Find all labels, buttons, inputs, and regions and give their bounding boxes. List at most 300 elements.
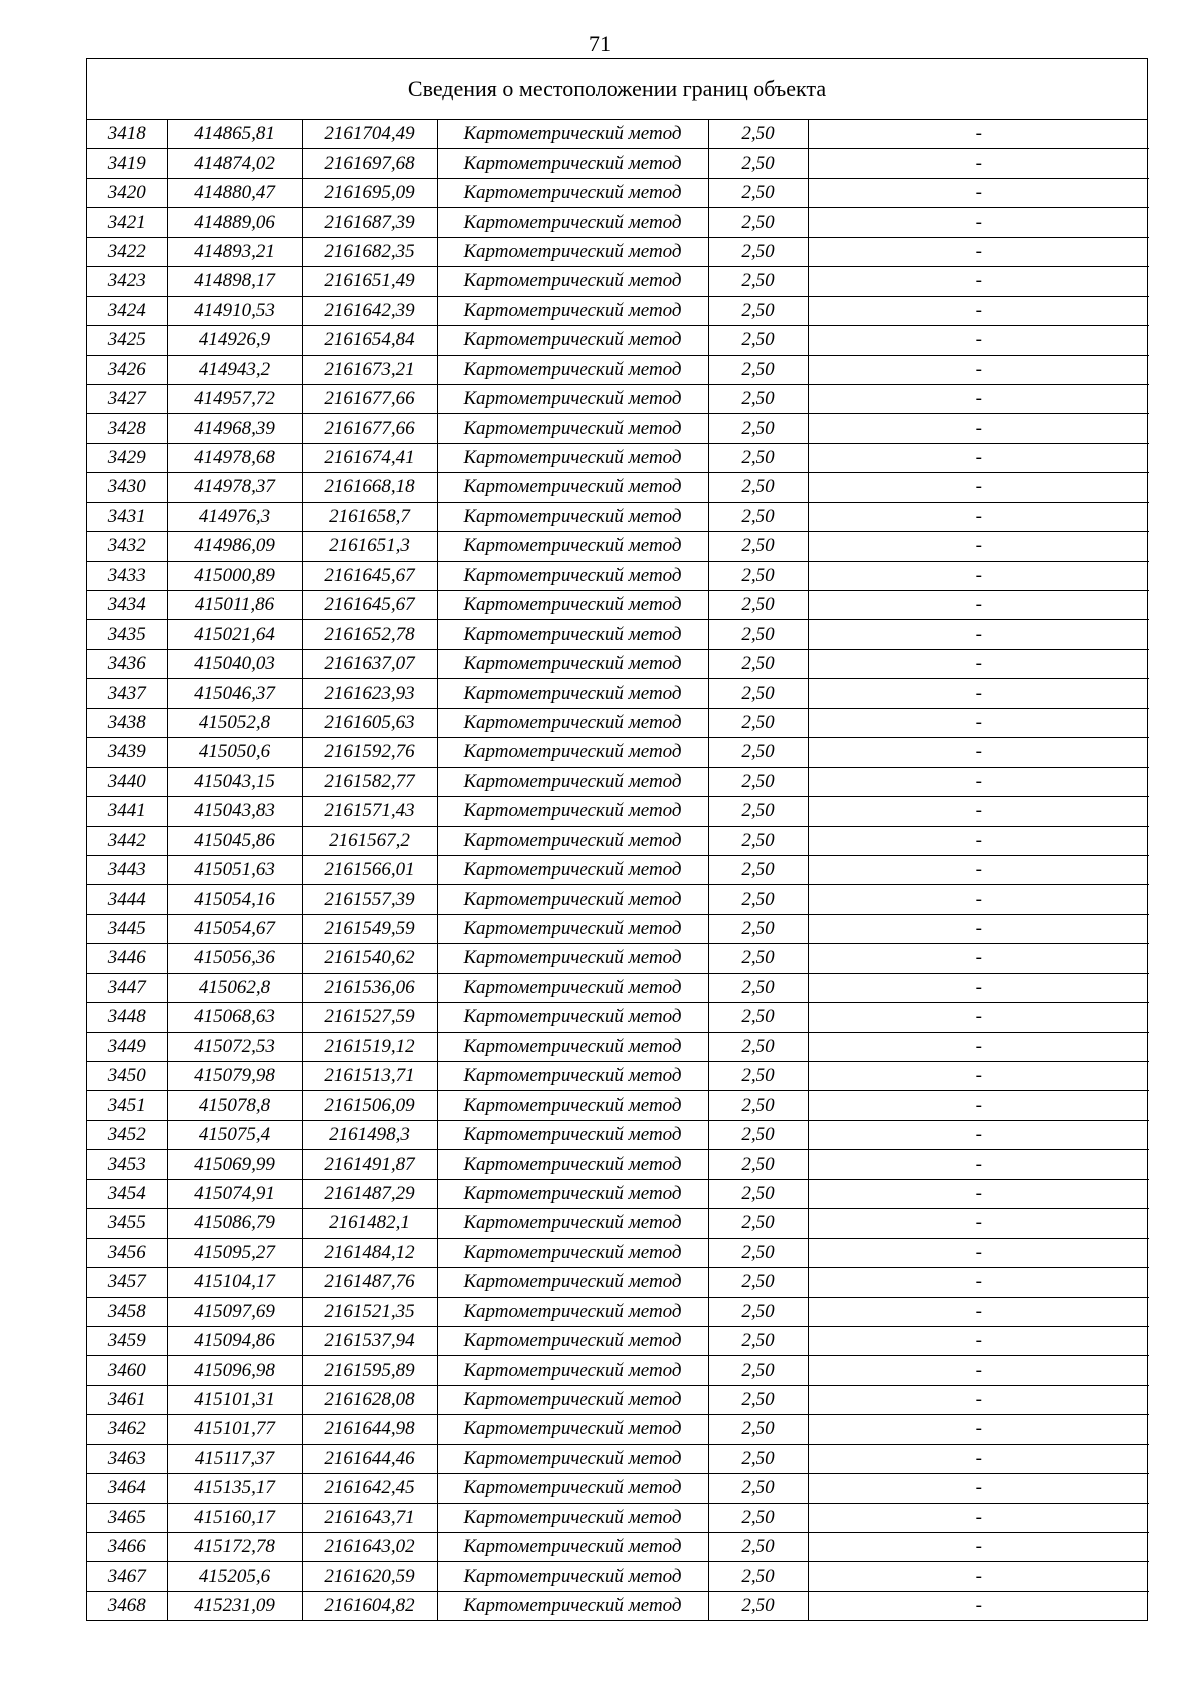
accuracy-cell: 2,50 (708, 1562, 808, 1591)
point-number-cell: 3461 (87, 1385, 167, 1414)
point-number-cell: 3429 (87, 443, 167, 472)
y-coordinate-cell: 2161651,49 (302, 267, 437, 296)
accuracy-cell: 2,50 (708, 973, 808, 1002)
accuracy-cell: 2,50 (708, 1062, 808, 1091)
y-coordinate-cell: 2161557,39 (302, 885, 437, 914)
point-number-cell: 3439 (87, 738, 167, 767)
method-cell: Картометрический метод (437, 443, 708, 472)
accuracy-cell: 2,50 (708, 944, 808, 973)
point-number-cell: 3430 (87, 473, 167, 502)
point-number-cell: 3435 (87, 620, 167, 649)
method-cell: Картометрический метод (437, 355, 708, 384)
point-number-cell: 3467 (87, 1562, 167, 1591)
description-cell: - (808, 1444, 1149, 1473)
accuracy-cell: 2,50 (708, 855, 808, 884)
y-coordinate-cell: 2161687,39 (302, 208, 437, 237)
y-coordinate-cell: 2161645,67 (302, 561, 437, 590)
table-row (87, 1032, 1149, 1061)
accuracy-cell: 2,50 (708, 1444, 808, 1473)
point-number-cell: 3442 (87, 826, 167, 855)
accuracy-cell: 2,50 (708, 1209, 808, 1238)
description-cell: - (808, 149, 1149, 178)
method-cell: Картометрический метод (437, 708, 708, 737)
point-number-cell: 3438 (87, 708, 167, 737)
y-coordinate-cell: 2161651,3 (302, 532, 437, 561)
table-row (87, 620, 1149, 649)
y-coordinate-cell: 2161519,12 (302, 1032, 437, 1061)
x-coordinate-cell: 415000,89 (167, 561, 302, 590)
accuracy-cell: 2,50 (708, 1150, 808, 1179)
x-coordinate-cell: 415074,91 (167, 1179, 302, 1208)
y-coordinate-cell: 2161605,63 (302, 708, 437, 737)
description-cell: - (808, 855, 1149, 884)
table-row (87, 649, 1149, 678)
table-row (87, 355, 1149, 384)
description-cell: - (808, 267, 1149, 296)
accuracy-cell: 2,50 (708, 649, 808, 678)
x-coordinate-cell: 415095,27 (167, 1238, 302, 1267)
description-cell: - (808, 826, 1149, 855)
table-row (87, 1120, 1149, 1149)
description-cell: - (808, 1591, 1149, 1620)
y-coordinate-cell: 2161668,18 (302, 473, 437, 502)
table-row (87, 1533, 1149, 1562)
description-cell: - (808, 620, 1149, 649)
point-number-cell: 3418 (87, 120, 167, 149)
table-row (87, 1003, 1149, 1032)
method-cell: Картометрический метод (437, 1120, 708, 1149)
y-coordinate-cell: 2161697,68 (302, 149, 437, 178)
accuracy-cell: 2,50 (708, 1179, 808, 1208)
description-cell: - (808, 1326, 1149, 1355)
y-coordinate-cell: 2161620,59 (302, 1562, 437, 1591)
point-number-cell: 3441 (87, 797, 167, 826)
table-row (87, 326, 1149, 355)
table-row (87, 1326, 1149, 1355)
y-coordinate-cell: 2161549,59 (302, 914, 437, 943)
table-row (87, 1503, 1149, 1532)
description-cell: - (808, 237, 1149, 266)
x-coordinate-cell: 415051,63 (167, 855, 302, 884)
y-coordinate-cell: 2161677,66 (302, 414, 437, 443)
description-cell: - (808, 973, 1149, 1002)
y-coordinate-cell: 2161637,07 (302, 649, 437, 678)
y-coordinate-cell: 2161484,12 (302, 1238, 437, 1267)
page-number: 71 (589, 31, 611, 56)
accuracy-cell: 2,50 (708, 826, 808, 855)
description-cell: - (808, 1533, 1149, 1562)
point-number-cell: 3419 (87, 149, 167, 178)
method-cell: Картометрический метод (437, 561, 708, 590)
accuracy-cell: 2,50 (708, 1120, 808, 1149)
description-cell: - (808, 1150, 1149, 1179)
x-coordinate-cell: 415079,98 (167, 1062, 302, 1091)
table-row (87, 1562, 1149, 1591)
accuracy-cell: 2,50 (708, 591, 808, 620)
table-row (87, 708, 1149, 737)
table-title: Сведения о местоположении границ объекта (87, 59, 1147, 120)
x-coordinate-cell: 414978,37 (167, 473, 302, 502)
x-coordinate-cell: 415205,6 (167, 1562, 302, 1591)
accuracy-cell: 2,50 (708, 738, 808, 767)
description-cell: - (808, 443, 1149, 472)
description-cell: - (808, 1268, 1149, 1297)
x-coordinate-cell: 414889,06 (167, 208, 302, 237)
y-coordinate-cell: 2161482,1 (302, 1209, 437, 1238)
x-coordinate-cell: 415062,8 (167, 973, 302, 1002)
y-coordinate-cell: 2161513,71 (302, 1062, 437, 1091)
table-row (87, 1062, 1149, 1091)
accuracy-cell: 2,50 (708, 120, 808, 149)
y-coordinate-cell: 2161566,01 (302, 855, 437, 884)
y-coordinate-cell: 2161604,82 (302, 1591, 437, 1620)
table-row (87, 973, 1149, 1002)
x-coordinate-cell: 415101,31 (167, 1385, 302, 1414)
x-coordinate-cell: 415075,4 (167, 1120, 302, 1149)
x-coordinate-cell: 414926,9 (167, 326, 302, 355)
point-number-cell: 3434 (87, 591, 167, 620)
description-cell: - (808, 885, 1149, 914)
accuracy-cell: 2,50 (708, 797, 808, 826)
boundary-table-sheet (86, 58, 1148, 1621)
y-coordinate-cell: 2161643,71 (302, 1503, 437, 1532)
table-row (87, 532, 1149, 561)
point-number-cell: 3452 (87, 1120, 167, 1149)
y-coordinate-cell: 2161695,09 (302, 178, 437, 207)
description-cell: - (808, 1003, 1149, 1032)
point-number-cell: 3425 (87, 326, 167, 355)
table-row (87, 120, 1149, 149)
table-row (87, 1415, 1149, 1444)
accuracy-cell: 2,50 (708, 1091, 808, 1120)
point-number-cell: 3468 (87, 1591, 167, 1620)
description-cell: - (808, 649, 1149, 678)
accuracy-cell: 2,50 (708, 1326, 808, 1355)
coordinates-table-body (87, 120, 1149, 1620)
description-cell: - (808, 1238, 1149, 1267)
table-row (87, 591, 1149, 620)
method-cell: Картометрический метод (437, 767, 708, 796)
method-cell: Картометрический метод (437, 826, 708, 855)
accuracy-cell: 2,50 (708, 1533, 808, 1562)
method-cell: Картометрический метод (437, 855, 708, 884)
method-cell: Картометрический метод (437, 973, 708, 1002)
method-cell: Картометрический метод (437, 649, 708, 678)
table-row (87, 767, 1149, 796)
point-number-cell: 3445 (87, 914, 167, 943)
point-number-cell: 3421 (87, 208, 167, 237)
table-row (87, 414, 1149, 443)
point-number-cell: 3428 (87, 414, 167, 443)
y-coordinate-cell: 2161521,35 (302, 1297, 437, 1326)
point-number-cell: 3423 (87, 267, 167, 296)
x-coordinate-cell: 415069,99 (167, 1150, 302, 1179)
table-row (87, 855, 1149, 884)
x-coordinate-cell: 415054,67 (167, 914, 302, 943)
y-coordinate-cell: 2161654,84 (302, 326, 437, 355)
method-cell: Картометрический метод (437, 1326, 708, 1355)
method-cell: Картометрический метод (437, 267, 708, 296)
accuracy-cell: 2,50 (708, 384, 808, 413)
table-row (87, 267, 1149, 296)
method-cell: Картометрический метод (437, 1356, 708, 1385)
description-cell: - (808, 1091, 1149, 1120)
accuracy-cell: 2,50 (708, 326, 808, 355)
description-cell: - (808, 355, 1149, 384)
y-coordinate-cell: 2161487,29 (302, 1179, 437, 1208)
y-coordinate-cell: 2161623,93 (302, 679, 437, 708)
point-number-cell: 3465 (87, 1503, 167, 1532)
y-coordinate-cell: 2161704,49 (302, 120, 437, 149)
table-row (87, 1238, 1149, 1267)
table-row (87, 1179, 1149, 1208)
point-number-cell: 3424 (87, 296, 167, 325)
table-row (87, 237, 1149, 266)
accuracy-cell: 2,50 (708, 1474, 808, 1503)
method-cell: Картометрический метод (437, 326, 708, 355)
x-coordinate-cell: 415096,98 (167, 1356, 302, 1385)
method-cell: Картометрический метод (437, 591, 708, 620)
method-cell: Картометрический метод (437, 1032, 708, 1061)
accuracy-cell: 2,50 (708, 237, 808, 266)
point-number-cell: 3455 (87, 1209, 167, 1238)
x-coordinate-cell: 414957,72 (167, 384, 302, 413)
accuracy-cell: 2,50 (708, 1385, 808, 1414)
x-coordinate-cell: 414865,81 (167, 120, 302, 149)
description-cell: - (808, 561, 1149, 590)
accuracy-cell: 2,50 (708, 414, 808, 443)
y-coordinate-cell: 2161645,67 (302, 591, 437, 620)
y-coordinate-cell: 2161658,7 (302, 502, 437, 531)
point-number-cell: 3422 (87, 237, 167, 266)
y-coordinate-cell: 2161682,35 (302, 237, 437, 266)
accuracy-cell: 2,50 (708, 1503, 808, 1532)
table-row (87, 679, 1149, 708)
description-cell: - (808, 1385, 1149, 1414)
table-row (87, 178, 1149, 207)
description-cell: - (808, 414, 1149, 443)
table-row (87, 384, 1149, 413)
point-number-cell: 3456 (87, 1238, 167, 1267)
x-coordinate-cell: 415043,15 (167, 767, 302, 796)
method-cell: Картометрический метод (437, 1209, 708, 1238)
x-coordinate-cell: 414943,2 (167, 355, 302, 384)
method-cell: Картометрический метод (437, 1385, 708, 1414)
table-row (87, 885, 1149, 914)
accuracy-cell: 2,50 (708, 679, 808, 708)
description-cell: - (808, 797, 1149, 826)
accuracy-cell: 2,50 (708, 620, 808, 649)
x-coordinate-cell: 415068,63 (167, 1003, 302, 1032)
table-row (87, 1591, 1149, 1620)
accuracy-cell: 2,50 (708, 914, 808, 943)
description-cell: - (808, 384, 1149, 413)
accuracy-cell: 2,50 (708, 885, 808, 914)
x-coordinate-cell: 415011,86 (167, 591, 302, 620)
method-cell: Картометрический метод (437, 384, 708, 413)
y-coordinate-cell: 2161498,3 (302, 1120, 437, 1149)
method-cell: Картометрический метод (437, 473, 708, 502)
table-row (87, 296, 1149, 325)
y-coordinate-cell: 2161536,06 (302, 973, 437, 1002)
accuracy-cell: 2,50 (708, 1297, 808, 1326)
x-coordinate-cell: 414968,39 (167, 414, 302, 443)
x-coordinate-cell: 415045,86 (167, 826, 302, 855)
accuracy-cell: 2,50 (708, 473, 808, 502)
x-coordinate-cell: 414874,02 (167, 149, 302, 178)
y-coordinate-cell: 2161628,08 (302, 1385, 437, 1414)
method-cell: Картометрический метод (437, 208, 708, 237)
y-coordinate-cell: 2161677,66 (302, 384, 437, 413)
description-cell: - (808, 1356, 1149, 1385)
point-number-cell: 3463 (87, 1444, 167, 1473)
description-cell: - (808, 1209, 1149, 1238)
point-number-cell: 3464 (87, 1474, 167, 1503)
description-cell: - (808, 473, 1149, 502)
accuracy-cell: 2,50 (708, 208, 808, 237)
description-cell: - (808, 532, 1149, 561)
table-row (87, 1297, 1149, 1326)
method-cell: Картометрический метод (437, 1444, 708, 1473)
accuracy-cell: 2,50 (708, 1238, 808, 1267)
point-number-cell: 3457 (87, 1268, 167, 1297)
method-cell: Картометрический метод (437, 1062, 708, 1091)
accuracy-cell: 2,50 (708, 1268, 808, 1297)
point-number-cell: 3451 (87, 1091, 167, 1120)
x-coordinate-cell: 415135,17 (167, 1474, 302, 1503)
y-coordinate-cell: 2161592,76 (302, 738, 437, 767)
x-coordinate-cell: 414880,47 (167, 178, 302, 207)
method-cell: Картометрический метод (437, 1297, 708, 1326)
y-coordinate-cell: 2161642,45 (302, 1474, 437, 1503)
x-coordinate-cell: 414893,21 (167, 237, 302, 266)
description-cell: - (808, 591, 1149, 620)
point-number-cell: 3449 (87, 1032, 167, 1061)
method-cell: Картометрический метод (437, 1415, 708, 1444)
method-cell: Картометрический метод (437, 1003, 708, 1032)
accuracy-cell: 2,50 (708, 443, 808, 472)
table-row (87, 1356, 1149, 1385)
table-row (87, 443, 1149, 472)
point-number-cell: 3462 (87, 1415, 167, 1444)
accuracy-cell: 2,50 (708, 1356, 808, 1385)
table-row (87, 208, 1149, 237)
method-cell: Картометрический метод (437, 178, 708, 207)
accuracy-cell: 2,50 (708, 1415, 808, 1444)
description-cell: - (808, 1032, 1149, 1061)
accuracy-cell: 2,50 (708, 355, 808, 384)
table-row (87, 1385, 1149, 1414)
accuracy-cell: 2,50 (708, 708, 808, 737)
description-cell: - (808, 708, 1149, 737)
description-cell: - (808, 914, 1149, 943)
table-row (87, 149, 1149, 178)
description-cell: - (808, 120, 1149, 149)
point-number-cell: 3431 (87, 502, 167, 531)
method-cell: Картометрический метод (437, 620, 708, 649)
accuracy-cell: 2,50 (708, 267, 808, 296)
x-coordinate-cell: 415101,77 (167, 1415, 302, 1444)
x-coordinate-cell: 415052,8 (167, 708, 302, 737)
y-coordinate-cell: 2161643,02 (302, 1533, 437, 1562)
y-coordinate-cell: 2161642,39 (302, 296, 437, 325)
y-coordinate-cell: 2161540,62 (302, 944, 437, 973)
method-cell: Картометрический метод (437, 120, 708, 149)
point-number-cell: 3427 (87, 384, 167, 413)
x-coordinate-cell: 415043,83 (167, 797, 302, 826)
x-coordinate-cell: 415078,8 (167, 1091, 302, 1120)
x-coordinate-cell: 414978,68 (167, 443, 302, 472)
x-coordinate-cell: 414910,53 (167, 296, 302, 325)
x-coordinate-cell: 414986,09 (167, 532, 302, 561)
description-cell: - (808, 326, 1149, 355)
y-coordinate-cell: 2161582,77 (302, 767, 437, 796)
method-cell: Картометрический метод (437, 797, 708, 826)
point-number-cell: 3446 (87, 944, 167, 973)
method-cell: Картометрический метод (437, 237, 708, 266)
point-number-cell: 3440 (87, 767, 167, 796)
description-cell: - (808, 1179, 1149, 1208)
method-cell: Картометрический метод (437, 1150, 708, 1179)
point-number-cell: 3433 (87, 561, 167, 590)
coordinates-table (87, 120, 1149, 1620)
y-coordinate-cell: 2161527,59 (302, 1003, 437, 1032)
table-row (87, 1268, 1149, 1297)
method-cell: Картометрический метод (437, 149, 708, 178)
x-coordinate-cell: 415117,37 (167, 1444, 302, 1473)
point-number-cell: 3453 (87, 1150, 167, 1179)
description-cell: - (808, 679, 1149, 708)
description-cell: - (808, 208, 1149, 237)
description-cell: - (808, 767, 1149, 796)
method-cell: Картометрический метод (437, 502, 708, 531)
table-row (87, 561, 1149, 590)
y-coordinate-cell: 2161595,89 (302, 1356, 437, 1385)
method-cell: Картометрический метод (437, 1591, 708, 1620)
x-coordinate-cell: 414898,17 (167, 267, 302, 296)
accuracy-cell: 2,50 (708, 1003, 808, 1032)
point-number-cell: 3466 (87, 1533, 167, 1562)
table-row (87, 473, 1149, 502)
y-coordinate-cell: 2161491,87 (302, 1150, 437, 1179)
description-cell: - (808, 1415, 1149, 1444)
description-cell: - (808, 1062, 1149, 1091)
point-number-cell: 3444 (87, 885, 167, 914)
method-cell: Картометрический метод (437, 914, 708, 943)
point-number-cell: 3420 (87, 178, 167, 207)
method-cell: Картометрический метод (437, 944, 708, 973)
x-coordinate-cell: 415172,78 (167, 1533, 302, 1562)
point-number-cell: 3448 (87, 1003, 167, 1032)
x-coordinate-cell: 415094,86 (167, 1326, 302, 1355)
table-row (87, 1444, 1149, 1473)
method-cell: Картометрический метод (437, 679, 708, 708)
method-cell: Картометрический метод (437, 532, 708, 561)
method-cell: Картометрический метод (437, 1091, 708, 1120)
description-cell: - (808, 178, 1149, 207)
table-row (87, 914, 1149, 943)
x-coordinate-cell: 415040,03 (167, 649, 302, 678)
method-cell: Картометрический метод (437, 1238, 708, 1267)
y-coordinate-cell: 2161571,43 (302, 797, 437, 826)
y-coordinate-cell: 2161674,41 (302, 443, 437, 472)
point-number-cell: 3454 (87, 1179, 167, 1208)
description-cell: - (808, 502, 1149, 531)
y-coordinate-cell: 2161644,46 (302, 1444, 437, 1473)
accuracy-cell: 2,50 (708, 178, 808, 207)
x-coordinate-cell: 415160,17 (167, 1503, 302, 1532)
point-number-cell: 3432 (87, 532, 167, 561)
